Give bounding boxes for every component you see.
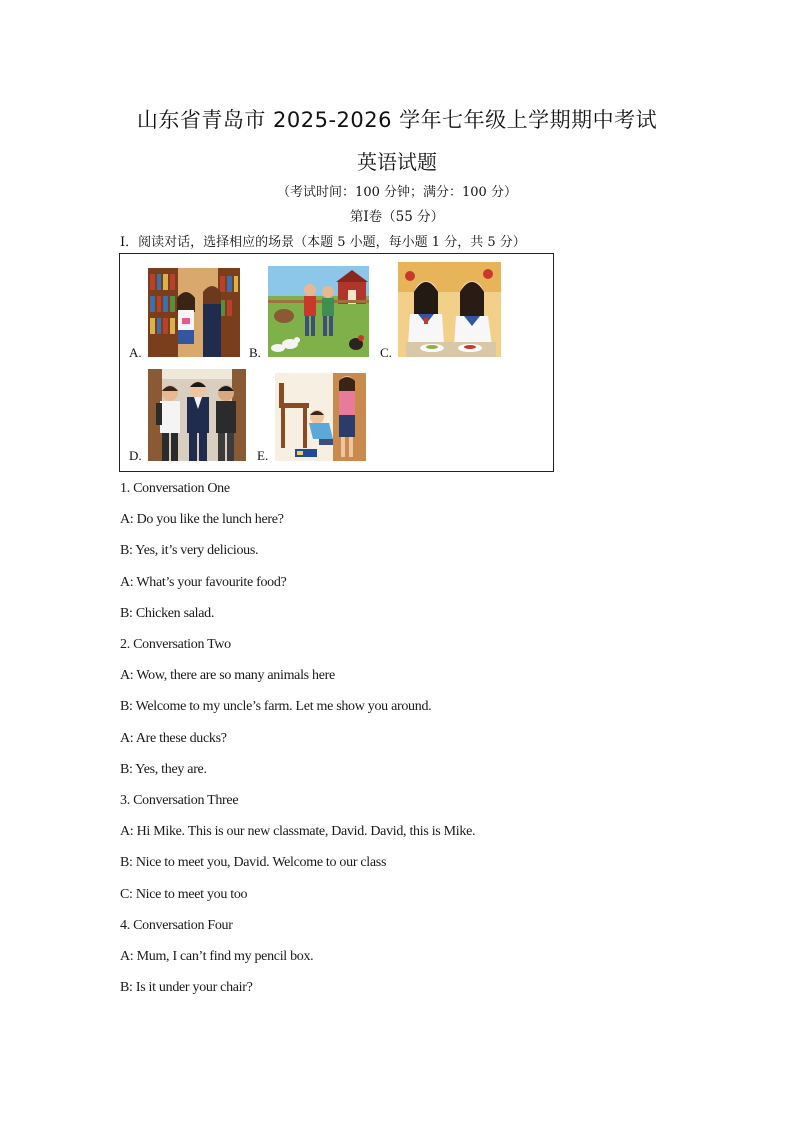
dialogue-line: B: Chicken salad. <box>120 606 215 621</box>
picture-c-label: C. <box>380 345 392 360</box>
picture-a-library-image <box>148 268 240 357</box>
exam-info: （考试时间：100 分钟；满分：100 分） <box>277 185 517 200</box>
picture-a-label: A. <box>129 345 142 360</box>
exam-title: 山东省青岛市 2025-2026 学年七年级上学期期中考试 <box>136 108 658 132</box>
picture-c-lunch-image <box>398 262 501 357</box>
dialogue-line: C: Nice to meet you too <box>120 887 248 902</box>
picture-d-classmates-image <box>148 369 246 461</box>
picture-b-farm-image <box>268 266 369 357</box>
conversation-heading: 4. Conversation Four <box>120 918 233 933</box>
dialogue-line: A: Are these ducks? <box>120 731 227 746</box>
dialogue-line: B: Is it under your chair? <box>120 980 253 995</box>
picture-d-label: D. <box>129 448 142 463</box>
picture-options-box <box>119 253 554 472</box>
conversation-heading: 2. Conversation Two <box>120 637 231 652</box>
conversation-heading: 3. Conversation Three <box>120 793 239 808</box>
dialogue-line: B: Yes, they are. <box>120 762 207 777</box>
picture-e-label: E. <box>257 448 269 463</box>
dialogue-line: A: Hi Mike. This is our new classmate, David. David, this is Mike. <box>120 824 476 839</box>
dialogue-line: A: Wow, there are so many animals here <box>120 668 335 683</box>
picture-b-label: B. <box>249 345 261 360</box>
volume-heading: 第Ⅰ卷（55 分） <box>349 209 445 225</box>
dialogue-line: B: Yes, it’s very delicious. <box>120 543 259 558</box>
subject-title: 英语试题 <box>357 150 437 174</box>
picture-e-pencil-box-image <box>275 373 366 461</box>
dialogue-line: A: What’s your favourite food? <box>120 575 287 590</box>
dialogue-line: A: Mum, I can’t find my pencil box. <box>120 949 314 964</box>
dialogue-line: B: Nice to meet you, David. Welcome to our class <box>120 855 387 870</box>
dialogue-line: B: Welcome to my uncle’s farm. Let me show you around. <box>120 699 432 714</box>
dialogue-line: A: Do you like the lunch here? <box>120 512 284 527</box>
section1-instruction: Ⅰ．阅读对话，选择相应的场景（本题 5 小题，每小题 1 分，共 5 分） <box>120 235 526 250</box>
conversation-heading: 1. Conversation One <box>120 481 230 496</box>
